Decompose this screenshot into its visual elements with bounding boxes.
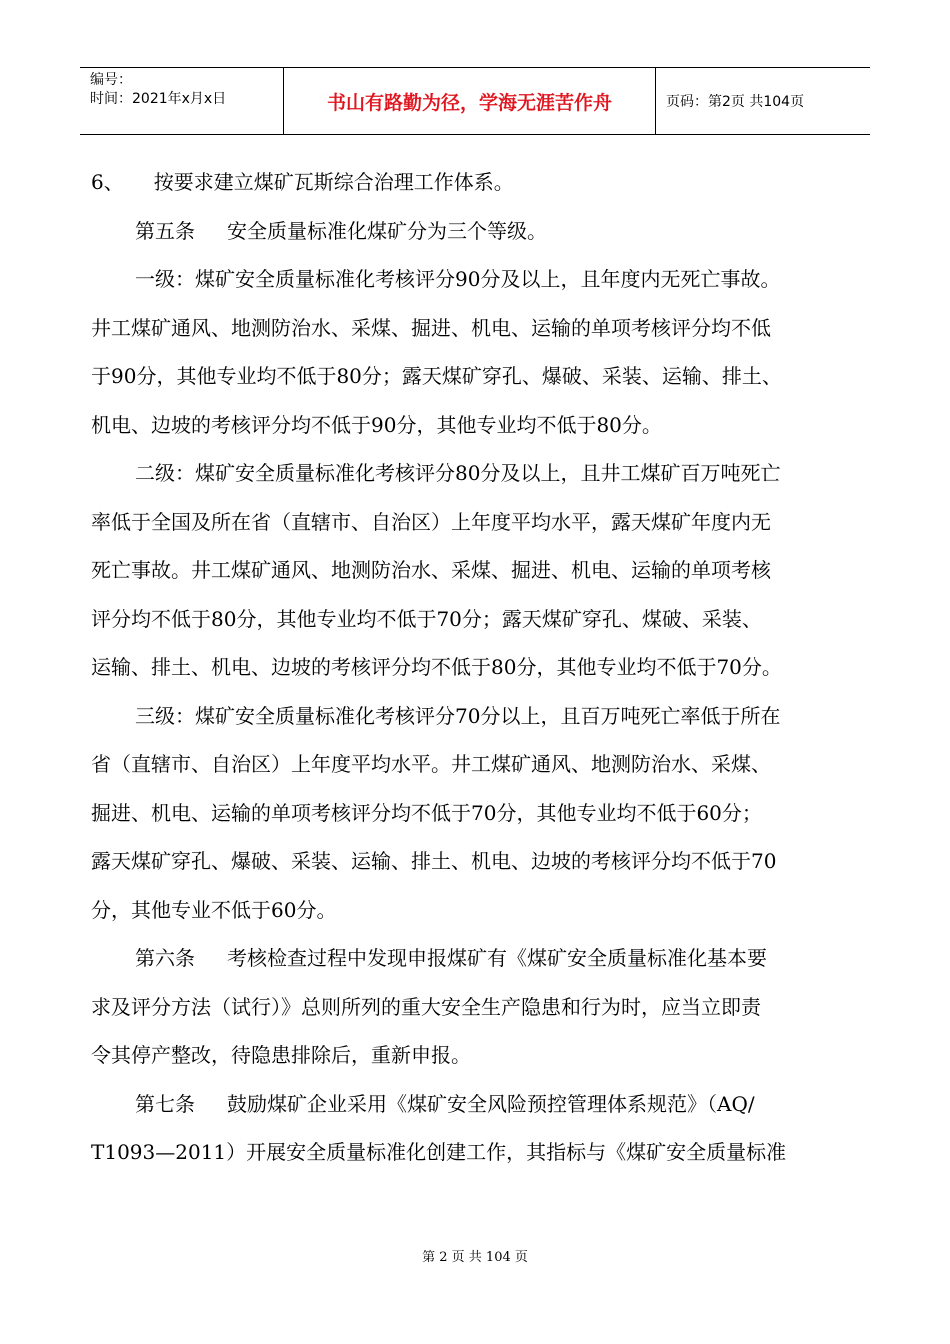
level-1-line: 一级：煤矿安全质量标准化考核评分90分及以上，且年度内无死亡事故。 xyxy=(135,267,781,291)
article-6-title: 第六条 xyxy=(135,946,195,970)
level-1-line: 于90分，其他专业均不低于80分；露天煤矿穿孔、爆破、采装、运输、排土、 xyxy=(91,364,782,388)
article-7-line: 鼓励煤矿企业采用《煤矿安全风险预控管理体系规范》（AQ/ xyxy=(227,1091,755,1116)
article-5-text: 安全质量标准化煤矿分为三个等级。 xyxy=(227,218,547,243)
level-2-line: 二级：煤矿安全质量标准化考核评分80分及以上，且井工煤矿百万吨死亡 xyxy=(135,461,781,485)
level-3-line: 三级：煤矿安全质量标准化考核评分70分以上，且百万吨死亡率低于所在 xyxy=(135,703,781,728)
header-meta xyxy=(80,68,283,134)
level-3-line: 露天煤矿穿孔、爆破、采装、运输、排土、机电、边坡的考核评分均不低于70 xyxy=(91,849,777,873)
article-6-line: 考核检查过程中发现申报煤矿有《煤矿安全质量标准化基本要 xyxy=(227,946,767,970)
level-3-line: 掘进、机电、运输的单项考核评分均不低于70分，其他专业均不低于60分； xyxy=(91,800,762,825)
item-6-text: 按要求建立煤矿瓦斯综合治理工作体系。 xyxy=(153,170,514,194)
article-7 xyxy=(91,1080,881,1129)
header-page-info: 页码：第2页 共104页 xyxy=(666,94,805,110)
level-2-line: 运输、排土、机电、边坡的考核评分均不低于80分，其他专业均不低于70分。 xyxy=(91,655,782,679)
time-label: 时间：2021年x月x日 xyxy=(90,91,227,107)
article-7-title: 第七条 xyxy=(135,1091,195,1116)
level-2-line: 死亡事故。井工煤矿通风、地测防治水、采煤、掘进、机电、运输的单项考核 xyxy=(91,558,771,582)
level-2-line: 率低于全国及所在省（直辖市、自治区）上年度平均水平，露天煤矿年度内无 xyxy=(91,509,771,534)
page-footer: 第 2 页 共 104 页 xyxy=(422,1250,528,1265)
article-5 xyxy=(91,207,881,256)
level-1-line: 井工煤矿通风、地测防治水、采煤、掘进、机电、运输的单项考核评分均不低 xyxy=(91,315,771,340)
article-5-title: 第五条 xyxy=(135,218,195,243)
document-body xyxy=(91,158,881,1177)
article-7-line: T1093—2011）开展安全质量标准化创建工作，其指标与《煤矿安全质量标准 xyxy=(91,1140,787,1164)
header-motto: 书山有路勤为径，学海无涯苦作舟 xyxy=(283,68,656,134)
level-3-line: 省（直辖市、自治区）上年度平均水平。井工煤矿通风、地测防治水、采煤、 xyxy=(91,752,771,776)
level-1-line: 机电、边坡的考核评分均不低于90分，其他专业均不低于80分。 xyxy=(91,412,662,437)
item-6 xyxy=(91,158,881,207)
article-6-line: 求及评分方法（试行）》总则所列的重大安全生产隐患和行为时，应当立即责 xyxy=(91,994,761,1019)
article-6-line: 令其停产整改，待隐患排除后，重新申报。 xyxy=(91,1043,471,1067)
level-3-line: 分，其他专业不低于60分。 xyxy=(91,897,337,922)
item-6-number: 6、 xyxy=(91,170,124,194)
article-6 xyxy=(91,934,881,983)
level-2-line: 评分均不低于80分，其他专业均不低于70分；露天煤矿穿孔、煤破、采装、 xyxy=(91,606,762,631)
number-label: 编号： xyxy=(90,72,132,88)
document-header xyxy=(80,67,870,135)
